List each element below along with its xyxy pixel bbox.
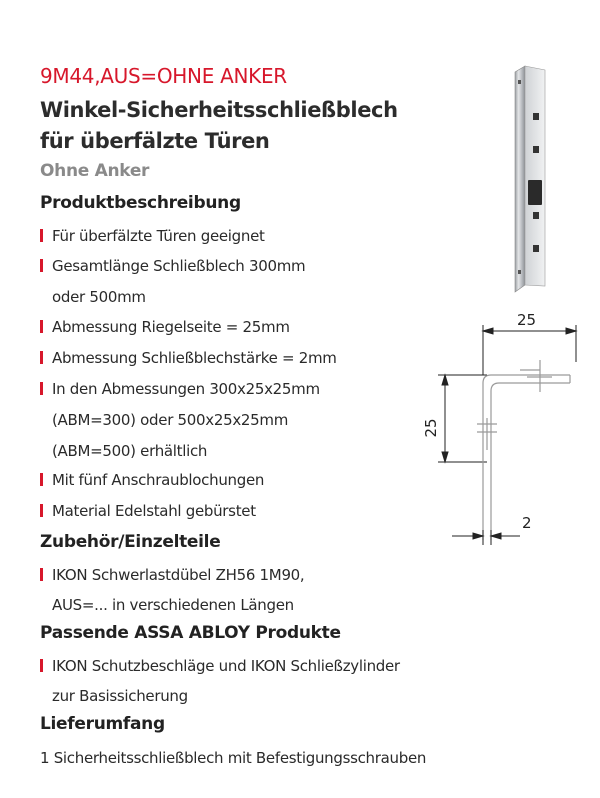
strike-plate-photo (515, 66, 545, 292)
dimension-height-label: 25 (422, 418, 440, 438)
dimension-width-label: 25 (517, 311, 537, 329)
product-title-line-1: Winkel-Sicherheitsschließblech (40, 98, 398, 122)
bullet-marker (40, 659, 43, 672)
bullet-marker (40, 473, 43, 486)
bullet-marker (40, 504, 43, 517)
screw-hole (533, 146, 539, 153)
description-item: In den Abmessungen 300x25x25mm (40, 374, 320, 405)
cross-section-drawing (438, 325, 576, 545)
dimension-thickness-label: 2 (522, 514, 532, 532)
section-heading-scope-of-delivery: Lieferumfang (40, 714, 165, 734)
description-item: Abmessung Schließblechstärke = 2mm (40, 343, 337, 374)
product-title-line-2: für überfälzte Türen (40, 129, 270, 153)
screw-hole (518, 270, 521, 274)
screw-hole (533, 245, 539, 252)
section-heading-product-description: Produktbeschreibung (40, 193, 241, 213)
screw-hole (533, 212, 539, 219)
product-title (40, 95, 398, 157)
description-item: Abmessung Riegelseite = 25mm (40, 312, 290, 343)
screw-hole (518, 80, 521, 84)
matching-product-item-continuation: zur Basissicherung (52, 687, 188, 705)
description-item: Für überfälzte Türen geeignet (40, 221, 265, 252)
bullet-marker (40, 568, 43, 581)
section-heading-matching-products: Passende ASSA ABLOY Produkte (40, 623, 341, 643)
description-item: Material Edelstahl gebürstet (40, 496, 256, 527)
article-code: 9M44,AUS=OHNE ANKER (40, 64, 287, 88)
accessory-item-continuation: AUS=... in verschiedenen Längen (52, 596, 294, 614)
delivery-text: 1 Sicherheitsschließblech mit Befestigungsschrauben (40, 749, 427, 767)
bullet-marker (40, 229, 43, 242)
screw-hole (533, 113, 539, 120)
bullet-marker (40, 259, 43, 272)
product-subtitle: Ohne Anker (40, 161, 150, 181)
bolt-slot (528, 180, 542, 205)
bullet-marker (40, 351, 43, 364)
description-item-continuation: oder 500mm (52, 288, 146, 306)
accessory-item: IKON Schwerlastdübel ZH56 1M90, (40, 560, 304, 591)
description-item: Gesamtlänge Schließblech 300mm (40, 251, 305, 282)
section-heading-accessories: Zubehör/Einzelteile (40, 532, 221, 552)
bullet-marker (40, 382, 43, 395)
description-item-continuation: (ABM=300) oder 500x25x25mm (52, 411, 289, 429)
description-item: Mit fünf Anschraublochungen (40, 465, 264, 496)
description-item-continuation: (ABM=500) erhältlich (52, 442, 208, 460)
matching-product-item: IKON Schutzbeschläge und IKON Schließzylinder (40, 651, 400, 682)
bullet-marker (40, 320, 43, 333)
